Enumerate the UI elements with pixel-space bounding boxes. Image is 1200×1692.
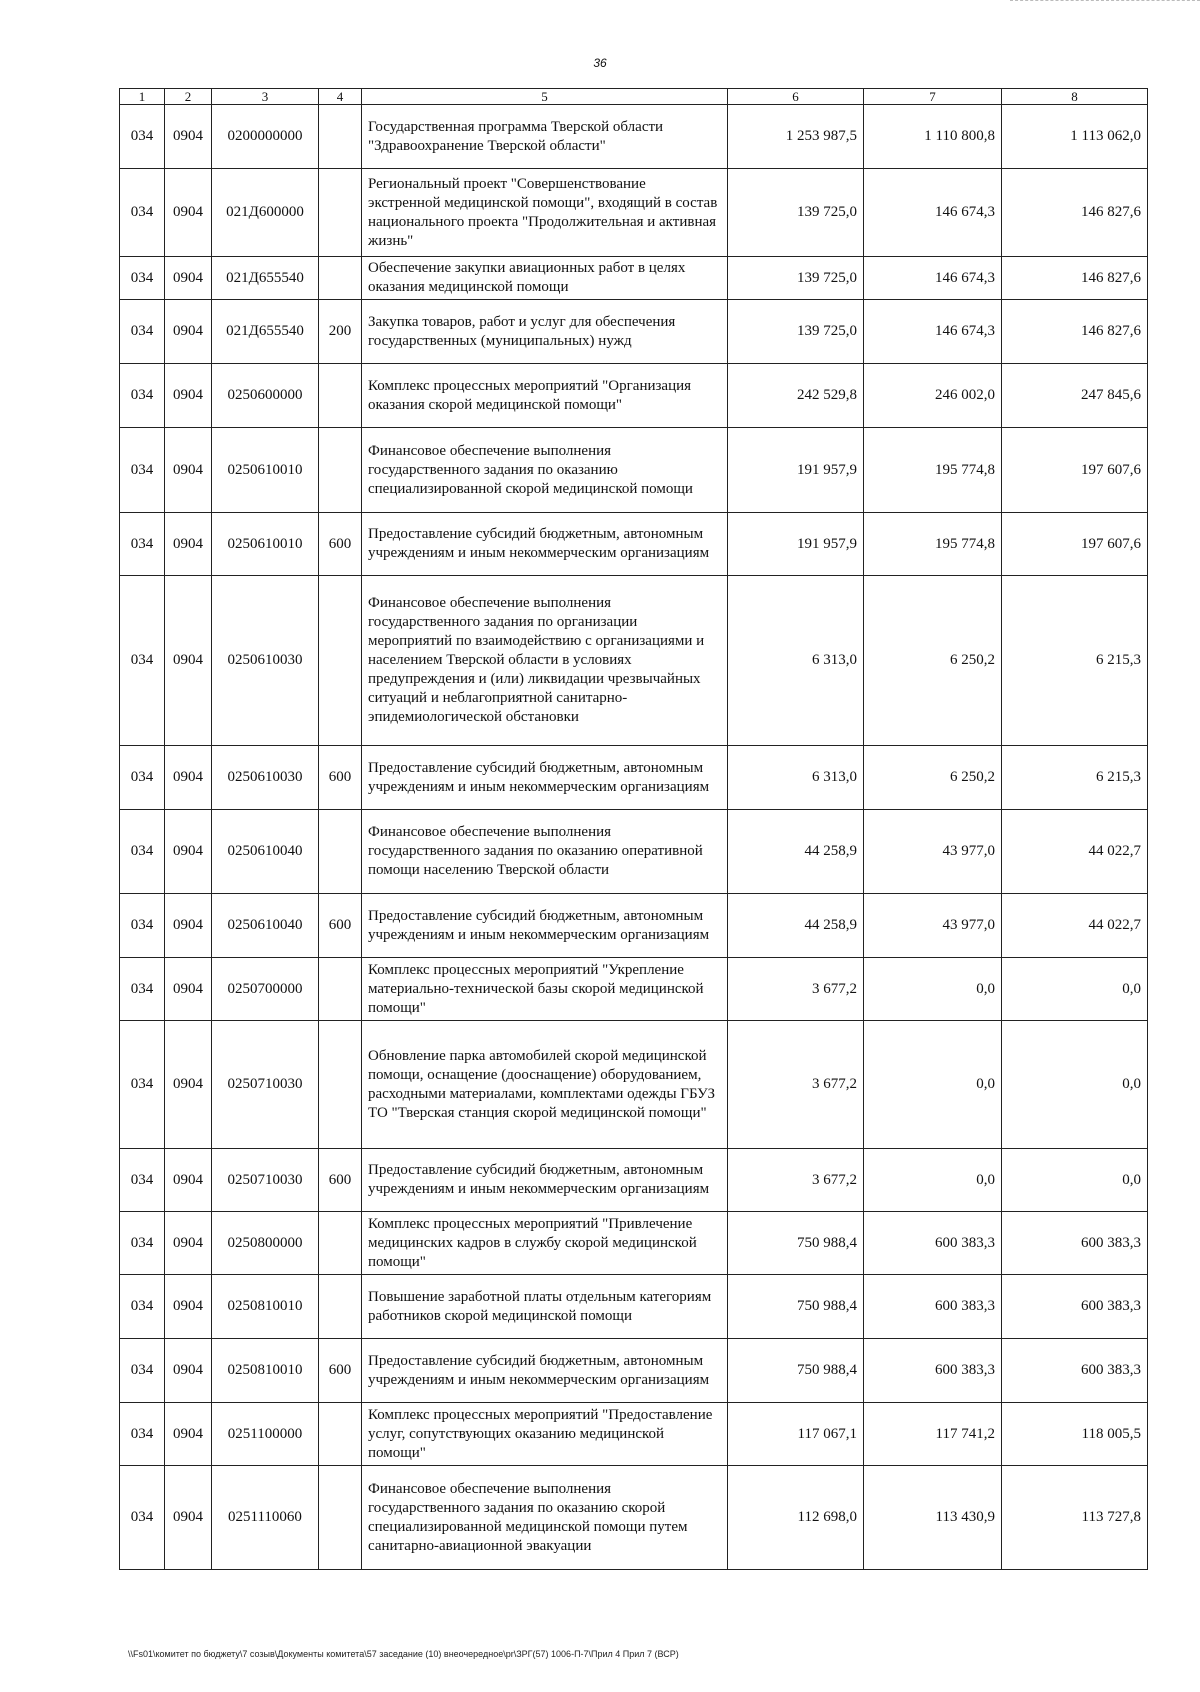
amount-col7-cell: 146 674,3 xyxy=(864,300,1002,364)
code-target-cell: 0250810010 xyxy=(212,1339,319,1403)
code-kvsr-cell: 034 xyxy=(120,1339,165,1403)
amount-col7-cell: 0,0 xyxy=(864,1021,1002,1149)
code-section-cell: 0904 xyxy=(165,894,212,958)
code-section-cell: 0904 xyxy=(165,1021,212,1149)
amount-col8-cell: 247 845,6 xyxy=(1002,364,1148,428)
code-section-cell: 0904 xyxy=(165,810,212,894)
code-expense-type-cell xyxy=(319,1403,362,1466)
code-kvsr-cell: 034 xyxy=(120,428,165,513)
description-cell: Финансовое обеспечение выполнения государственного задания по организации мероприятий по взаимодействию с организациями и населением Тверской области в условиях предупреждения и (или) ликвидации чрезвычайных ситуаций и неблагоприятной санитарно-эпидемиологической обстановки xyxy=(362,576,728,746)
code-target-cell: 0250610040 xyxy=(212,894,319,958)
amount-col6-cell: 1 253 987,5 xyxy=(728,105,864,169)
amount-col8-cell: 6 215,3 xyxy=(1002,746,1148,810)
description-cell: Предоставление субсидий бюджетным, автономным учреждениям и иным некоммерческим организациям xyxy=(362,1339,728,1403)
code-target-cell: 021Д600000 xyxy=(212,169,319,257)
code-target-cell: 0250710030 xyxy=(212,1149,319,1212)
code-expense-type-cell: 600 xyxy=(319,1149,362,1212)
amount-col7-cell: 146 674,3 xyxy=(864,169,1002,257)
code-target-cell: 0250610030 xyxy=(212,576,319,746)
code-section-cell: 0904 xyxy=(165,958,212,1021)
amount-col8-cell: 600 383,3 xyxy=(1002,1275,1148,1339)
description-cell: Государственная программа Тверской области "Здравоохранение Тверской области" xyxy=(362,105,728,169)
amount-col8-cell: 0,0 xyxy=(1002,1149,1148,1212)
table-row xyxy=(120,105,1148,169)
column-header: 8 xyxy=(1002,89,1148,105)
code-target-cell: 0250700000 xyxy=(212,958,319,1021)
amount-col7-cell: 600 383,3 xyxy=(864,1339,1002,1403)
description-cell: Комплекс процессных мероприятий "Привлечение медицинских кадров в службу скорой медицинской помощи" xyxy=(362,1212,728,1275)
table-row xyxy=(120,364,1148,428)
code-kvsr-cell: 034 xyxy=(120,1149,165,1212)
code-expense-type-cell xyxy=(319,810,362,894)
amount-col7-cell: 195 774,8 xyxy=(864,513,1002,576)
description-cell: Обеспечение закупки авиационных работ в целях оказания медицинской помощи xyxy=(362,257,728,300)
amount-col8-cell: 197 607,6 xyxy=(1002,513,1148,576)
description-cell: Предоставление субсидий бюджетным, автономным учреждениям и иным некоммерческим организациям xyxy=(362,746,728,810)
code-target-cell: 0250610030 xyxy=(212,746,319,810)
code-expense-type-cell: 600 xyxy=(319,746,362,810)
description-cell: Предоставление субсидий бюджетным, автономным учреждениям и иным некоммерческим организациям xyxy=(362,513,728,576)
code-kvsr-cell: 034 xyxy=(120,300,165,364)
code-kvsr-cell: 034 xyxy=(120,1403,165,1466)
amount-col7-cell: 195 774,8 xyxy=(864,428,1002,513)
description-cell: Обновление парка автомобилей скорой медицинской помощи, оснащение (дооснащение) оборудованием, расходными материалами, комплектами одежды ГБУЗ ТО "Тверская станция скорой медицинской помощи" xyxy=(362,1021,728,1149)
code-target-cell: 0250610010 xyxy=(212,513,319,576)
column-header: 2 xyxy=(165,89,212,105)
amount-col7-cell: 1 110 800,8 xyxy=(864,105,1002,169)
code-expense-type-cell xyxy=(319,1466,362,1570)
code-section-cell: 0904 xyxy=(165,746,212,810)
code-expense-type-cell xyxy=(319,1021,362,1149)
code-section-cell: 0904 xyxy=(165,1149,212,1212)
code-expense-type-cell xyxy=(319,1212,362,1275)
amount-col6-cell: 750 988,4 xyxy=(728,1212,864,1275)
amount-col8-cell: 44 022,7 xyxy=(1002,810,1148,894)
code-section-cell: 0904 xyxy=(165,1212,212,1275)
amount-col8-cell: 6 215,3 xyxy=(1002,576,1148,746)
amount-col6-cell: 750 988,4 xyxy=(728,1275,864,1339)
description-cell: Комплекс процессных мероприятий "Предоставление услуг, сопутствующих оказанию медицинской помощи" xyxy=(362,1403,728,1466)
code-target-cell: 0250810010 xyxy=(212,1275,319,1339)
amount-col8-cell: 600 383,3 xyxy=(1002,1212,1148,1275)
amount-col6-cell: 44 258,9 xyxy=(728,894,864,958)
table-row xyxy=(120,169,1148,257)
amount-col8-cell: 146 827,6 xyxy=(1002,300,1148,364)
code-kvsr-cell: 034 xyxy=(120,746,165,810)
code-section-cell: 0904 xyxy=(165,300,212,364)
table-header-row xyxy=(120,89,1148,105)
amount-col8-cell: 600 383,3 xyxy=(1002,1339,1148,1403)
amount-col7-cell: 43 977,0 xyxy=(864,894,1002,958)
footer-file-path: \\Fs01\комитет по бюджету\7 созыв\Документы комитета\57 заседание (10) внеочередное\pr\ЗРГ(57) 1006-П-7\Прил 4 Прил 7 (ВСР) xyxy=(128,1649,679,1659)
amount-col8-cell: 0,0 xyxy=(1002,1021,1148,1149)
budget-table xyxy=(119,88,1148,1570)
table-row xyxy=(120,300,1148,364)
table-row xyxy=(120,894,1148,958)
amount-col8-cell: 118 005,5 xyxy=(1002,1403,1148,1466)
code-target-cell: 021Д655540 xyxy=(212,300,319,364)
code-kvsr-cell: 034 xyxy=(120,810,165,894)
code-section-cell: 0904 xyxy=(165,1466,212,1570)
amount-col6-cell: 6 313,0 xyxy=(728,746,864,810)
code-section-cell: 0904 xyxy=(165,364,212,428)
table-row xyxy=(120,1149,1148,1212)
page-number: 36 xyxy=(593,56,607,70)
code-section-cell: 0904 xyxy=(165,1275,212,1339)
table-row xyxy=(120,746,1148,810)
code-section-cell: 0904 xyxy=(165,1339,212,1403)
amount-col8-cell: 1 113 062,0 xyxy=(1002,105,1148,169)
code-kvsr-cell: 034 xyxy=(120,958,165,1021)
amount-col6-cell: 139 725,0 xyxy=(728,169,864,257)
code-expense-type-cell xyxy=(319,428,362,513)
description-cell: Предоставление субсидий бюджетным, автономным учреждениям и иным некоммерческим организациям xyxy=(362,894,728,958)
amount-col7-cell: 0,0 xyxy=(864,1149,1002,1212)
amount-col8-cell: 113 727,8 xyxy=(1002,1466,1148,1570)
code-kvsr-cell: 034 xyxy=(120,1021,165,1149)
code-target-cell: 0251100000 xyxy=(212,1403,319,1466)
code-target-cell: 0251110060 xyxy=(212,1466,319,1570)
code-expense-type-cell: 600 xyxy=(319,1339,362,1403)
code-section-cell: 0904 xyxy=(165,169,212,257)
amount-col8-cell: 146 827,6 xyxy=(1002,257,1148,300)
description-cell: Комплекс процессных мероприятий "Организация оказания скорой медицинской помощи" xyxy=(362,364,728,428)
amount-col6-cell: 3 677,2 xyxy=(728,1149,864,1212)
amount-col7-cell: 600 383,3 xyxy=(864,1212,1002,1275)
amount-col6-cell: 6 313,0 xyxy=(728,576,864,746)
amount-col8-cell: 197 607,6 xyxy=(1002,428,1148,513)
table-row xyxy=(120,958,1148,1021)
scan-edge-line xyxy=(1010,0,1200,1)
amount-col8-cell: 44 022,7 xyxy=(1002,894,1148,958)
amount-col6-cell: 3 677,2 xyxy=(728,958,864,1021)
column-header: 3 xyxy=(212,89,319,105)
code-section-cell: 0904 xyxy=(165,513,212,576)
code-section-cell: 0904 xyxy=(165,576,212,746)
table-row xyxy=(120,1275,1148,1339)
code-target-cell: 0200000000 xyxy=(212,105,319,169)
amount-col6-cell: 750 988,4 xyxy=(728,1339,864,1403)
code-expense-type-cell: 600 xyxy=(319,894,362,958)
code-expense-type-cell xyxy=(319,257,362,300)
code-kvsr-cell: 034 xyxy=(120,513,165,576)
amount-col7-cell: 600 383,3 xyxy=(864,1275,1002,1339)
table-row xyxy=(120,1339,1148,1403)
column-header: 6 xyxy=(728,89,864,105)
description-cell: Закупка товаров, работ и услуг для обеспечения государственных (муниципальных) нужд xyxy=(362,300,728,364)
table-row xyxy=(120,810,1148,894)
description-cell: Финансовое обеспечение выполнения государственного задания по оказанию скорой специализированной медицинской помощи путем санитарно-авиационной эвакуации xyxy=(362,1466,728,1570)
amount-col6-cell: 44 258,9 xyxy=(728,810,864,894)
amount-col6-cell: 191 957,9 xyxy=(728,513,864,576)
code-kvsr-cell: 034 xyxy=(120,1466,165,1570)
table-row xyxy=(120,1021,1148,1149)
amount-col7-cell: 246 002,0 xyxy=(864,364,1002,428)
code-target-cell: 0250610010 xyxy=(212,428,319,513)
column-header: 5 xyxy=(362,89,728,105)
column-header: 1 xyxy=(120,89,165,105)
description-cell: Финансовое обеспечение выполнения государственного задания по оказанию специализированной скорой медицинской помощи xyxy=(362,428,728,513)
amount-col8-cell: 146 827,6 xyxy=(1002,169,1148,257)
code-target-cell: 0250610040 xyxy=(212,810,319,894)
code-expense-type-cell xyxy=(319,1275,362,1339)
code-kvsr-cell: 034 xyxy=(120,364,165,428)
description-cell: Повышение заработной платы отдельным категориям работников скорой медицинской помощи xyxy=(362,1275,728,1339)
amount-col7-cell: 6 250,2 xyxy=(864,576,1002,746)
column-header: 7 xyxy=(864,89,1002,105)
table-row xyxy=(120,1212,1148,1275)
table-row xyxy=(120,513,1148,576)
code-expense-type-cell xyxy=(319,576,362,746)
description-cell: Предоставление субсидий бюджетным, автономным учреждениям и иным некоммерческим организациям xyxy=(362,1149,728,1212)
table-row xyxy=(120,1466,1148,1570)
amount-col6-cell: 112 698,0 xyxy=(728,1466,864,1570)
table-row xyxy=(120,1403,1148,1466)
code-kvsr-cell: 034 xyxy=(120,105,165,169)
table-row xyxy=(120,428,1148,513)
code-kvsr-cell: 034 xyxy=(120,257,165,300)
amount-col6-cell: 117 067,1 xyxy=(728,1403,864,1466)
description-cell: Региональный проект "Совершенствование экстренной медицинской помощи", входящий в состав национального проекта "Продолжительная и активная жизнь" xyxy=(362,169,728,257)
column-header: 4 xyxy=(319,89,362,105)
amount-col7-cell: 0,0 xyxy=(864,958,1002,1021)
amount-col7-cell: 117 741,2 xyxy=(864,1403,1002,1466)
table-row xyxy=(120,257,1148,300)
code-expense-type-cell xyxy=(319,105,362,169)
code-target-cell: 0250710030 xyxy=(212,1021,319,1149)
description-cell: Комплекс процессных мероприятий "Укрепление материально-технической базы скорой медицинской помощи" xyxy=(362,958,728,1021)
amount-col7-cell: 146 674,3 xyxy=(864,257,1002,300)
amount-col7-cell: 43 977,0 xyxy=(864,810,1002,894)
amount-col6-cell: 242 529,8 xyxy=(728,364,864,428)
amount-col7-cell: 113 430,9 xyxy=(864,1466,1002,1570)
amount-col6-cell: 139 725,0 xyxy=(728,257,864,300)
table-row xyxy=(120,576,1148,746)
code-expense-type-cell xyxy=(319,958,362,1021)
code-kvsr-cell: 034 xyxy=(120,576,165,746)
code-expense-type-cell: 200 xyxy=(319,300,362,364)
code-section-cell: 0904 xyxy=(165,257,212,300)
code-expense-type-cell xyxy=(319,169,362,257)
code-kvsr-cell: 034 xyxy=(120,1212,165,1275)
code-section-cell: 0904 xyxy=(165,105,212,169)
amount-col7-cell: 6 250,2 xyxy=(864,746,1002,810)
code-expense-type-cell xyxy=(319,364,362,428)
code-section-cell: 0904 xyxy=(165,1403,212,1466)
code-expense-type-cell: 600 xyxy=(319,513,362,576)
code-section-cell: 0904 xyxy=(165,428,212,513)
description-cell: Финансовое обеспечение выполнения государственного задания по оказанию оперативной помощи населению Тверской области xyxy=(362,810,728,894)
code-kvsr-cell: 034 xyxy=(120,1275,165,1339)
code-target-cell: 0250800000 xyxy=(212,1212,319,1275)
code-kvsr-cell: 034 xyxy=(120,894,165,958)
code-target-cell: 021Д655540 xyxy=(212,257,319,300)
amount-col6-cell: 3 677,2 xyxy=(728,1021,864,1149)
code-target-cell: 0250600000 xyxy=(212,364,319,428)
code-kvsr-cell: 034 xyxy=(120,169,165,257)
amount-col8-cell: 0,0 xyxy=(1002,958,1148,1021)
amount-col6-cell: 139 725,0 xyxy=(728,300,864,364)
amount-col6-cell: 191 957,9 xyxy=(728,428,864,513)
